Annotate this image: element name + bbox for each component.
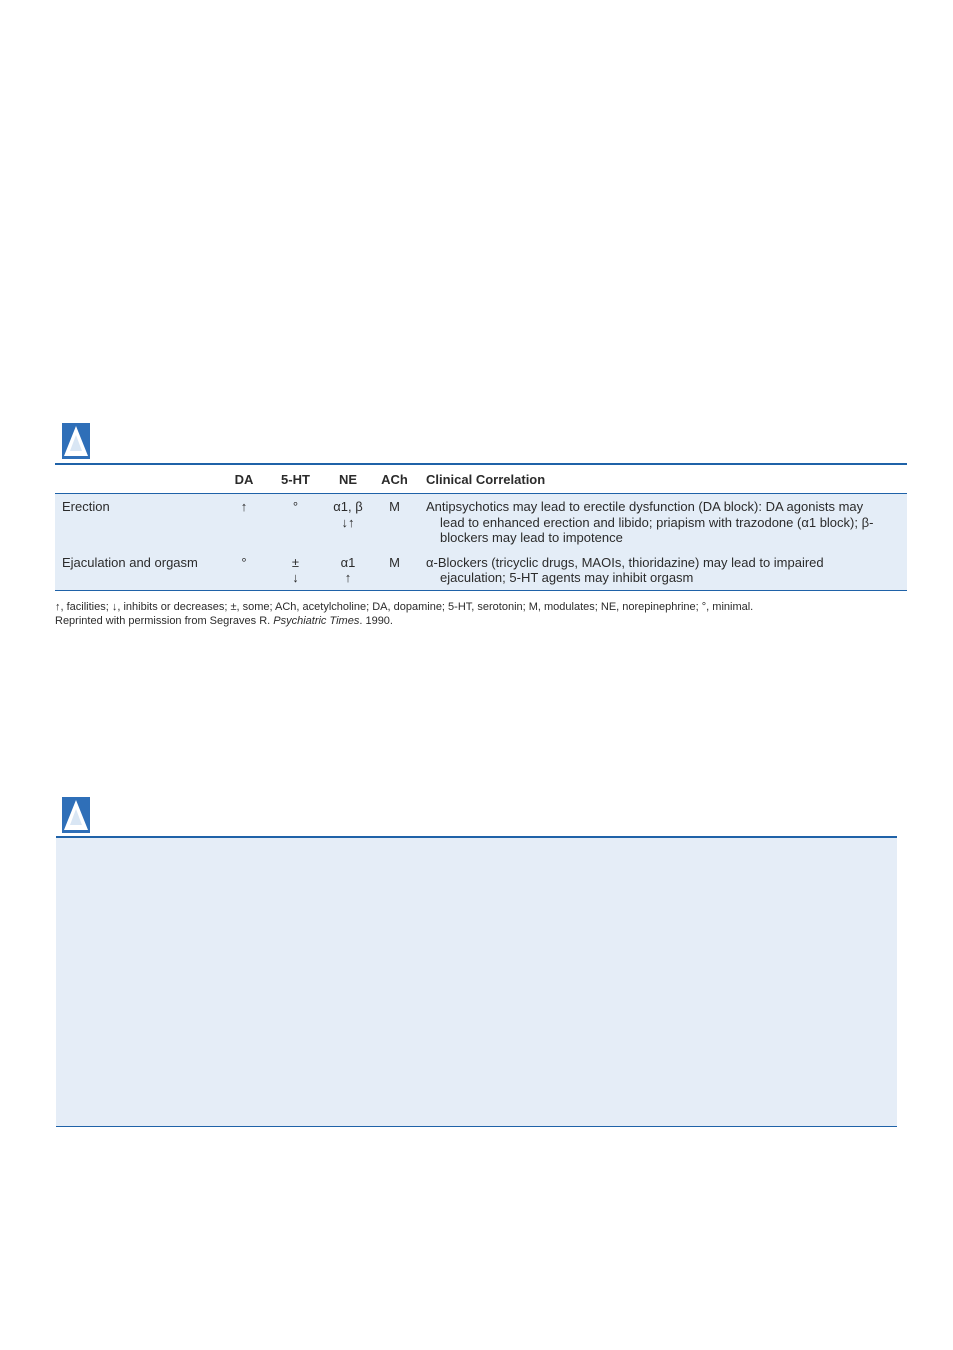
table-bottom-rule [55,590,907,591]
neurotransmitter-table [55,463,907,591]
triangle-marker-icon [62,423,90,459]
cell-ne [325,550,371,590]
citation-prefix: Reprinted with permission from Segraves R. [55,615,274,627]
cell-ne-receptors: α1, β [333,499,363,514]
empty-shaded-box [56,836,897,1127]
citation-suffix: . 1990. [359,615,393,627]
correlation-text: α-Blockers (tricyclic drugs, MAOIs, thioridazine) may lead to impaired ejaculation; 5-HT agents may inhibit orgasm [426,554,824,585]
row-label: Ejaculation and orgasm [62,554,198,570]
cell-ne [325,494,371,550]
cell-ne-effect: ↓↑ [341,514,355,530]
triangle-marker-icon [62,797,90,833]
cell-da: ↑ [240,499,248,514]
cell-5ht [266,550,325,590]
table-row [55,550,907,590]
table-row [55,494,907,550]
cell-5ht-top: ± [291,554,300,570]
cell-5ht: ° [292,499,299,514]
table-header-row [55,465,907,494]
cell-clinical-correlation [418,550,907,590]
header-blank [55,465,222,494]
cell-ach: M [389,499,400,514]
header-5ht: 5-HT [281,471,310,487]
table-footnote: ↑, facilities; ↓, inhibits or decreases; ±, some; ACh, acetylcholine; DA, dopamine; 5-HT, serotonin; M, modulates; NE, norepinephrine; °, minimal. [55,601,754,613]
citation-journal: Psychiatric Times [273,615,360,627]
table-notes [55,600,915,628]
correlation-text: Antipsychotics may lead to erectile dysfunction (DA block): DA agonists may lead to enhanced erection and libido; priapism with trazodone (α1 block); β-blockers may lead to impotence [426,499,874,545]
row-label: Erection [62,499,110,514]
cell-ach: M [389,554,400,570]
cell-clinical-correlation [418,494,907,550]
cell-5ht-bottom: ↓ [292,570,299,585]
header-da: DA [234,471,254,487]
cell-da: ° [241,554,247,570]
header-clinical-correlation: Clinical Correlation [426,471,546,487]
source-citation [55,614,915,628]
header-ach: ACh [381,471,408,487]
cell-ne-receptors: α1 [340,554,356,570]
header-ne: NE [338,471,358,487]
cell-ne-effect: ↑ [344,570,352,585]
